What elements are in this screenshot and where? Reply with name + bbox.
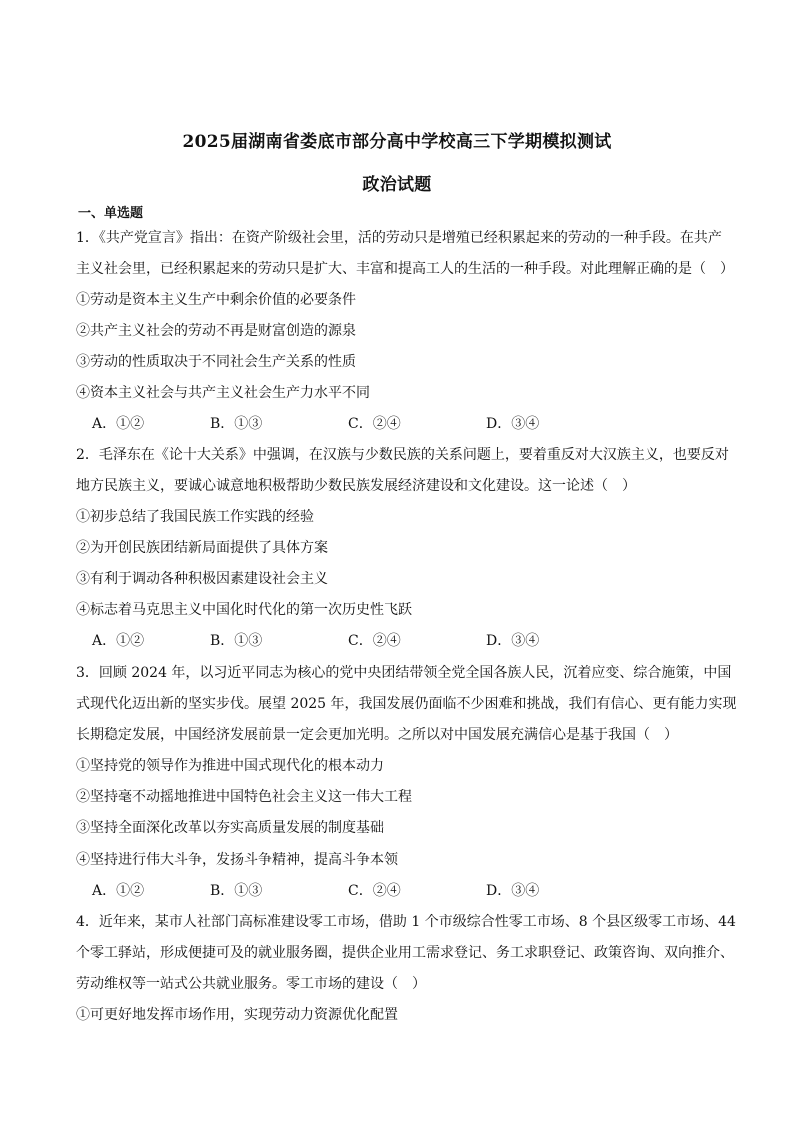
option-c: C．②④	[348, 883, 401, 899]
question-3-item-3: ③坚持全面深化改革以夯实高质量发展的制度基础	[76, 820, 384, 836]
question-4-stem-line-1: 4．近年来，某市人社部门高标准建设零工市场，借助 1 个市级综合性零工市场、8 个县区级零工市场、44	[76, 914, 736, 930]
option-b: B．①③	[210, 883, 263, 899]
question-2-item-2: ②为开创民族团结新局面提供了具体方案	[76, 540, 328, 556]
question-2-item-1: ①初步总结了我国民族工作实践的经验	[76, 509, 314, 525]
question-1-item-3: ③劳动的性质取决于不同社会生产关系的性质	[76, 354, 356, 370]
question-1-stem-line-1: 1．《共产党宣言》指出：在资产阶级社会里，活的劳动只是增殖已经积累起来的劳动的一种手段。在共产	[76, 230, 722, 246]
option-d: D．③④	[486, 883, 540, 899]
question-1-item-1: ①劳动是资本主义生产中剩余价值的必要条件	[76, 292, 356, 308]
option-d: D．③④	[486, 416, 540, 432]
option-c: C．②④	[348, 633, 401, 649]
option-a: A．①②	[92, 883, 145, 899]
question-1-item-4: ④资本主义社会与共产主义社会生产力水平不同	[76, 385, 370, 401]
question-2-stem-line-2: 地方民族主义，要诚心诚意地积极帮助少数民族发展经济建设和文化建设。这一论述（ ）	[76, 478, 636, 494]
question-2-item-4: ④标志着马克思主义中国化时代化的第一次历史性飞跃	[76, 602, 412, 618]
question-4-stem-line-2: 个零工驿站，形成便捷可及的就业服务圈，提供企业用工需求登记、务工求职登记、政策咨询、双向推介、	[76, 945, 734, 961]
section-heading: 一、单选题	[78, 206, 144, 221]
question-4-stem-line-3: 劳动维权等一站式公共就业服务。零工市场的建设（ ）	[76, 976, 426, 992]
question-2-stem-line-1: 2．毛泽东在《论十大关系》中强调，在汉族与少数民族的关系问题上，要着重反对大汉族主义，也要反对	[76, 447, 729, 463]
question-3-item-2: ②坚持毫不动摇地推进中国特色社会主义这一伟大工程	[76, 789, 412, 805]
question-2-item-3: ③有利于调动各种积极因素建设社会主义	[76, 571, 328, 587]
option-b: B．①③	[210, 416, 263, 432]
exam-subtitle: 政治试题	[362, 175, 432, 195]
option-c: C．②④	[348, 416, 401, 432]
question-3-stem-line-2: 式现代化迈出新的坚实步伐。展望 2025 年，我国发展仍面临不少困难和挑战，我们有信心、更有能力实现	[76, 696, 737, 712]
question-4-item-1: ①可更好地发挥市场作用，实现劳动力资源优化配置	[76, 1007, 398, 1023]
question-3-stem-line-3: 长期稳定发展，中国经济发展前景一定会更加光明。之所以对中国发展充满信心是基于我国（ ）	[76, 727, 678, 743]
question-3-stem-line-1: 3．回顾 2024 年，以习近平同志为核心的党中央团结带领全党全国各族人民，沉着应变、综合施策，中国	[76, 665, 732, 681]
question-3-item-1: ①坚持党的领导作为推进中国式现代化的根本动力	[76, 758, 384, 774]
question-1-stem-line-2: 主义社会里，已经积累起来的劳动只是扩大、丰富和提高工人的生活的一种手段。对此理解正确的是（ ）	[76, 261, 734, 277]
option-b: B．①③	[210, 633, 263, 649]
option-d: D．③④	[486, 633, 540, 649]
question-3-item-4: ④坚持进行伟大斗争，发扬斗争精神，提高斗争本领	[76, 852, 398, 868]
question-1-item-2: ②共产主义社会的劳动不再是财富创造的源泉	[76, 323, 356, 339]
exam-title: 2025届湖南省娄底市部分高中学校高三下学期模拟测试	[182, 132, 612, 152]
option-a: A．①②	[92, 416, 145, 432]
option-a: A．①②	[92, 633, 145, 649]
